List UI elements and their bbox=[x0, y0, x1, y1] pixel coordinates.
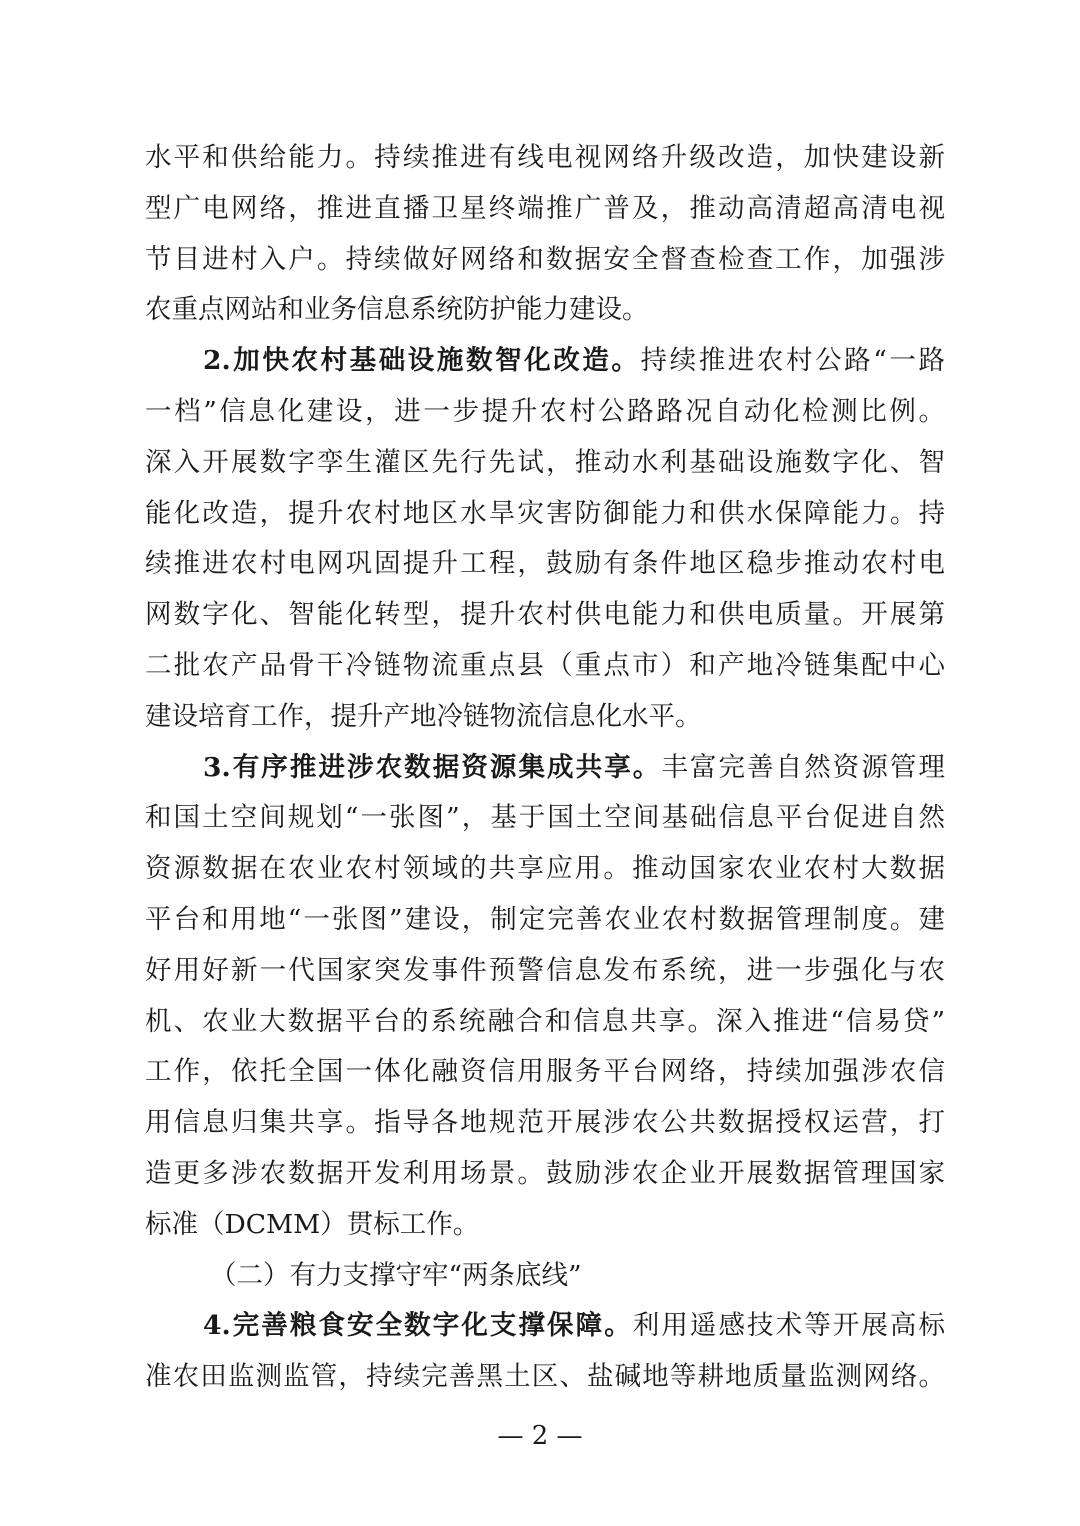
subsection-title: 3.有序推进涉农数据资源集成共享。 bbox=[203, 751, 662, 783]
line-text: 丰富完善自然资源管理 bbox=[661, 751, 946, 783]
line-text: 标准（DCMM）贯标工作。 bbox=[145, 1208, 480, 1240]
text-line bbox=[145, 1205, 479, 1245]
text-line bbox=[145, 951, 945, 991]
page-number: — 2 — bbox=[497, 1421, 583, 1451]
line-text: 型广电网络，推进直播卫星终端推广普及，推动高清超高清电视 bbox=[145, 192, 945, 224]
subsection-title: 4.完善粮食安全数字化支撑保障。 bbox=[203, 1310, 633, 1342]
text-line bbox=[145, 1103, 945, 1143]
line-text: 准农田监测监管，持续完善黑土区、盐碱地等耕地质量监测网络。 bbox=[145, 1361, 945, 1393]
text-line bbox=[145, 138, 945, 178]
text-line bbox=[145, 392, 945, 432]
line-text: 能化改造，提升农村地区水旱灾害防御能力和供水保障能力。持 bbox=[145, 497, 945, 529]
line-text: 农重点网站和业务信息系统防护能力建设。 bbox=[145, 294, 649, 326]
text-line bbox=[145, 595, 945, 635]
text-line bbox=[145, 544, 945, 584]
text-line bbox=[203, 341, 945, 381]
line-text: 工作，依托全国一体化融资信用服务平台网络，持续加强涉农信 bbox=[145, 1056, 945, 1088]
line-text: 资源数据在农业农村领域的共享应用。推动国家农业农村大数据 bbox=[145, 853, 945, 885]
line-text: 续推进农村电网巩固提升工程，鼓励有条件地区稳步推动农村电 bbox=[145, 548, 945, 580]
line-text: 平台和用地“一张图”建设，制定完善农业农村数据管理制度。建 bbox=[145, 904, 945, 935]
text-line bbox=[203, 748, 945, 788]
line-text: 一档”信息化建设，进一步提升农村公路路况自动化检测比例。 bbox=[145, 396, 945, 427]
text-line bbox=[145, 1154, 945, 1194]
line-text: 造更多涉农数据开发利用场景。鼓励涉农企业开展数据管理国家 bbox=[145, 1158, 945, 1189]
text-line bbox=[145, 240, 945, 280]
line-text: （二）有力支撑守牢“两条底线” bbox=[210, 1259, 582, 1291]
line-text: 持续推进农村公路“一路 bbox=[640, 345, 945, 377]
text-line bbox=[145, 646, 945, 686]
text-line bbox=[145, 798, 945, 838]
line-text: 机、农业大数据平台的系统融合和信息共享。深入推进“信易贷” bbox=[145, 1005, 945, 1037]
text-line bbox=[145, 1002, 945, 1042]
text-line bbox=[203, 1306, 945, 1346]
text-line bbox=[145, 1357, 945, 1397]
text-line bbox=[145, 494, 945, 534]
line-text: 和国土空间规划“一张图”，基于国土空间基础信息平台促进自然 bbox=[145, 802, 945, 834]
text-line bbox=[145, 849, 945, 889]
line-text: 用信息归集共享。指导各地规范开展涉农公共数据授权运营，打 bbox=[145, 1107, 945, 1139]
text-line bbox=[145, 443, 945, 483]
line-text: 利用遥感技术等开展高标 bbox=[632, 1310, 945, 1342]
text-line bbox=[145, 1052, 945, 1092]
text-line bbox=[145, 189, 945, 229]
line-text: 网数字化、智能化转型，提升农村供电能力和供电质量。开展第 bbox=[145, 599, 945, 631]
section-heading bbox=[210, 1256, 582, 1296]
line-text: 深入开展数字孪生灌区先行先试，推动水利基础设施数字化、智 bbox=[145, 446, 945, 478]
line-text: 建设培育工作，提升产地冷链物流信息化水平。 bbox=[145, 700, 702, 732]
text-line bbox=[145, 290, 649, 330]
text-line bbox=[145, 900, 945, 940]
line-text: 好用好新一代国家突发事件预警信息发布系统，进一步强化与农 bbox=[145, 954, 945, 986]
line-text: 二批农产品骨干冷链物流重点县（重点市）和产地冷链集配中心 bbox=[145, 650, 945, 681]
text-line bbox=[145, 697, 702, 737]
line-text: 水平和供给能力。持续推进有线电视网络升级改造，加快建设新 bbox=[145, 142, 945, 173]
line-text: 节目进村入户。持续做好网络和数据安全督查检查工作，加强涉 bbox=[145, 243, 945, 275]
subsection-title: 2.加快农村基础设施数智化改造。 bbox=[203, 345, 641, 377]
